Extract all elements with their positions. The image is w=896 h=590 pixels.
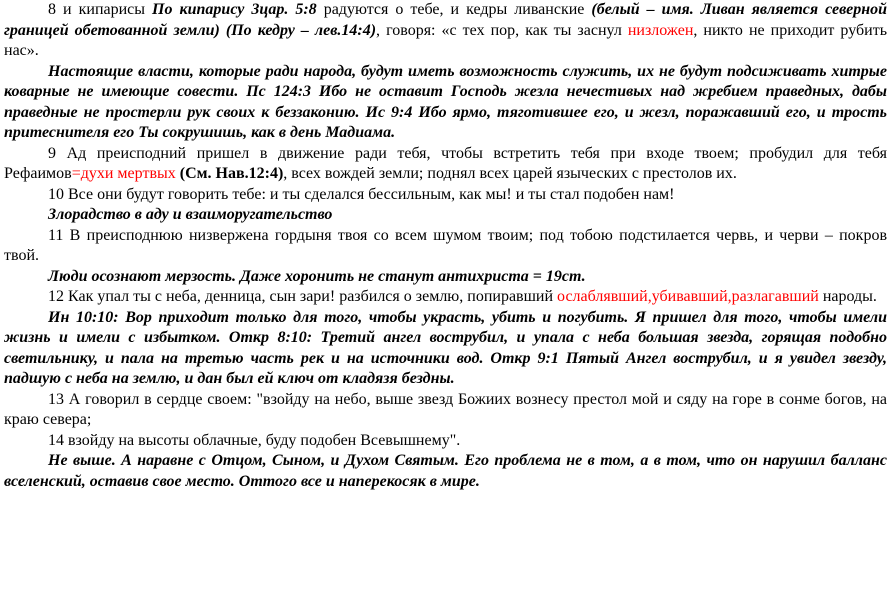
verse-8-ref-cypress: По кипарису 3цар. 5:8: [152, 1, 317, 18]
verse-13: 13 А говорил в сердце своем: "взойду на небо, выше звезд Божиих вознесу престол мой и сяду на горе в сонме богов, на краю севера;: [4, 390, 887, 428]
verse-12-start: 12 Как упал ты с неба, денница, сын зари! разбился о землю, попиравший: [48, 288, 558, 305]
verse-12: [4, 287, 887, 308]
verse-9-ref: (См. Нав.12:4): [175, 165, 284, 182]
verse-9-highlight: =духи мертвых: [71, 165, 176, 182]
commentary-3: Ин 10:10: Вор приходит только для того, чтобы украсть, убить и погубить. Я пришел для того, чтобы имели жизнь и имели с избытком. Откр 8:10: Третий ангел вострубил, и упала с неба большая звезда, горящая подобно светильнику, и пала на третью часть рек и на источники вод. Откр 9:1 Пятый Ангел вострубил, и я увидел звезду, падшую с неба на землю, и дан был ей ключ от кладязя бездны.: [4, 308, 887, 387]
verse-8-start: 8 и кипарисы: [48, 1, 153, 18]
commentary-2: Люди осознают мерзость. Даже хоронить не станут антихриста = 19ст.: [48, 267, 586, 285]
verse-12-highlight: ослаблявший,убивавший,разлагавший: [557, 288, 819, 305]
verse-8-highlight: низложен: [627, 21, 694, 39]
commentary-4: Не выше. А наравне с Отцом, Сыном, и Духом Святым. Его проблема не в том, а в том, что он нарушил балланс вселенский, оставив свое место. Оттого все и наперекосяк в мире.: [4, 452, 887, 490]
document-body: [4, 0, 887, 492]
verse-14: 14 взойду на высоты облачные, буду подобен Всевышнему".: [48, 431, 461, 449]
verse-8-mid: радуются о тебе, и кедры ливанские: [316, 1, 592, 18]
heading-gloating: Злорадство в аду и взаиморугательство: [48, 206, 333, 223]
verse-9: [4, 144, 887, 185]
verse-8-ref-cedar: (По кедру – лев.14:4): [225, 21, 377, 39]
verse-10: 10 Все они будут говорить тебе: и ты сделался бессильным, как мы! и ты стал подобен нам!: [48, 185, 675, 203]
verse-11: 11 В преисподнюю низвержена гордыня твоя со всем шумом твоим; под тобою подстилается червь, и черви – покров твой.: [4, 226, 887, 264]
verse-8: [4, 0, 887, 62]
verse-8-note-lebanon: (белый – имя. Ливан является северной границей обетованной земли): [4, 1, 887, 39]
verse-9-start: 9 Ад преисподний пришел в движение ради тебя, чтобы встретить тебя при входе твоем; пробудил для тебя Рефаимов: [4, 144, 887, 182]
verse-9-end: , всех вождей земли; поднял всех царей языческих с престолов их.: [283, 165, 737, 182]
commentary-1: Настоящие власти, которые ради народа, будут иметь возможность служить, их не будут подсиживать хитрые коварные не имеющие совести. Пс 124:3 Ибо не оставит Господь жезла нечестивых над жребием праведных, дабы праведные не простерли рук своих к беззаконию. Ис 9:4 Ибо ярмо, тяготившее его, и жезл, поражавший его, и трость притеснителя его Ты сокрушишь, как в день Мадиама.: [4, 62, 887, 141]
verse-8-end: , никто не приходит рубить нас».: [4, 21, 887, 59]
verse-12-end: народы.: [818, 288, 877, 305]
verse-8-mid2: , говоря: «с тех пор, как ты заснул: [376, 21, 628, 39]
